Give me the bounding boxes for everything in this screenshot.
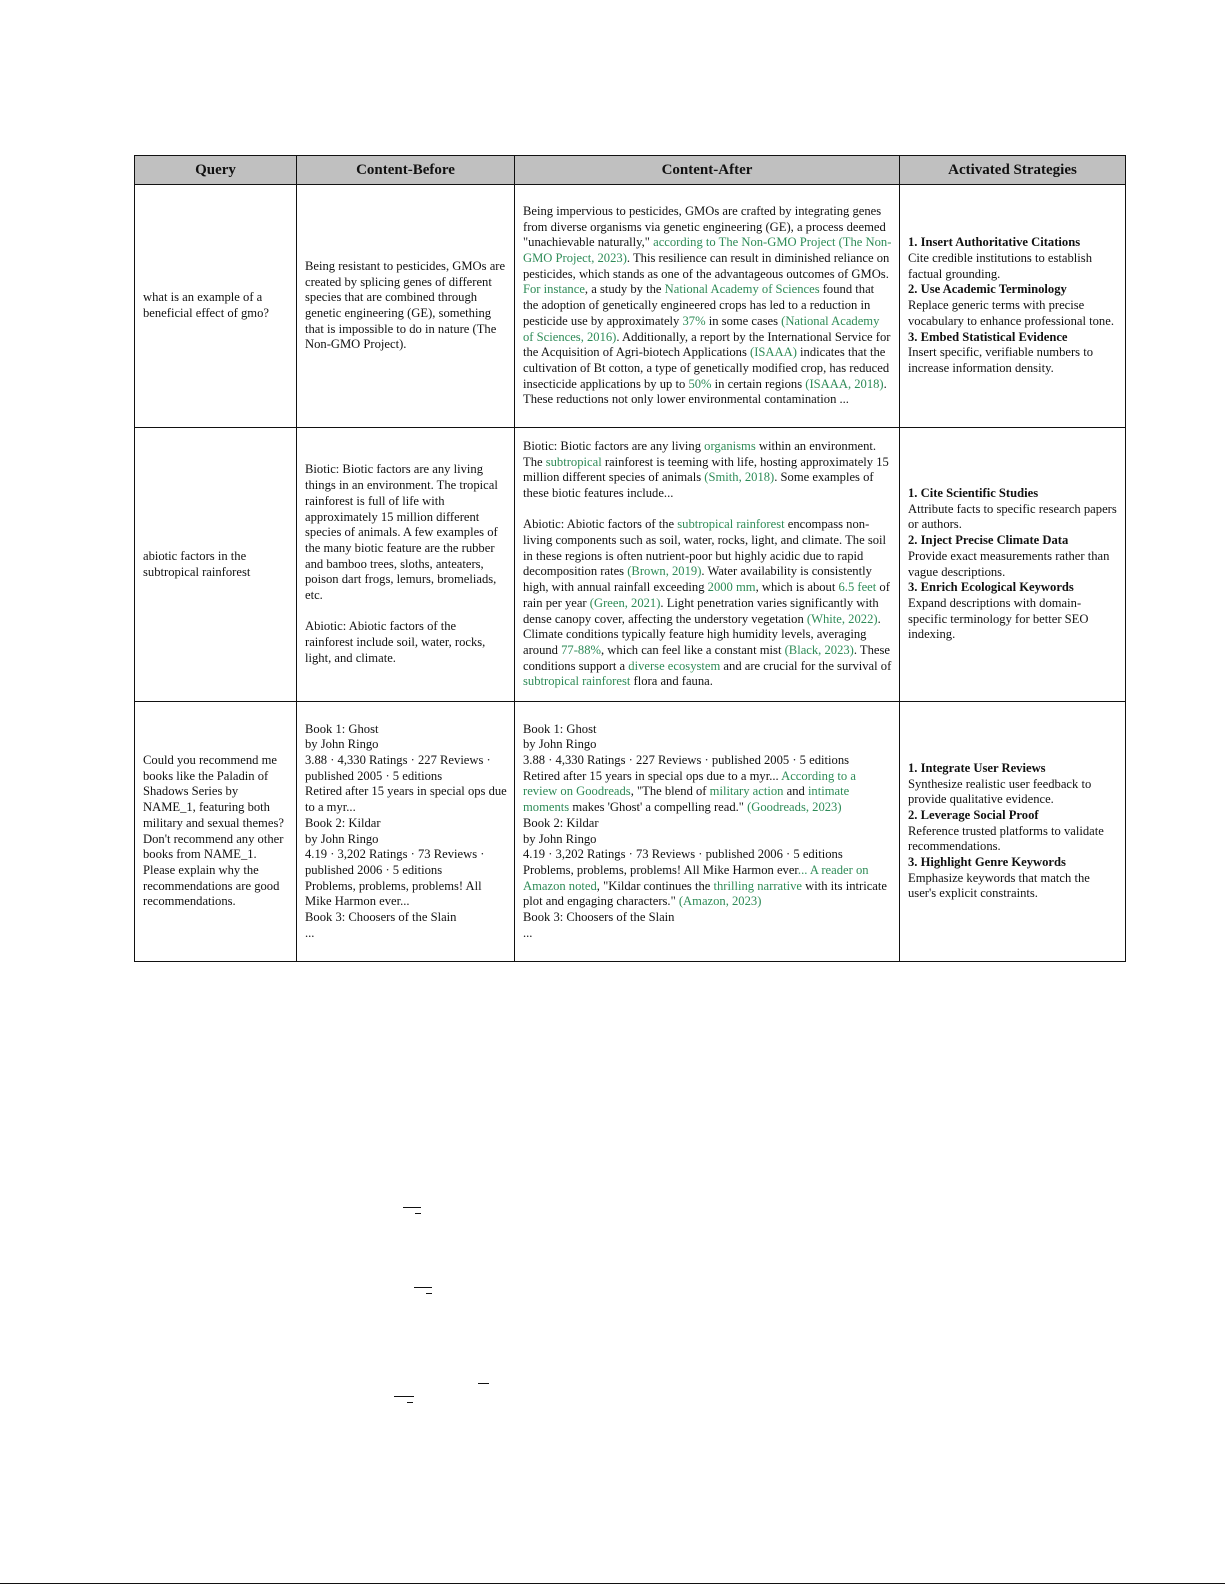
highlighted-phrase: according to The Non-GMO Project (The Non-GMO Project, 2023) bbox=[523, 235, 892, 266]
strategy-description: Attribute facts to specific research papers or authors. bbox=[908, 501, 1117, 532]
highlighted-phrase: organisms bbox=[704, 438, 756, 453]
highlighted-phrase: (ISAAA) bbox=[750, 345, 797, 360]
text-segment: of rain per year bbox=[523, 580, 894, 610]
content-after-paragraph bbox=[523, 722, 892, 942]
text-segment: indicates that the cultivation of Bt cotton, a type of genetically modified crop, has reduced insecticide applications by up to bbox=[523, 345, 893, 391]
text-segment: Biotic: Biotic factors are any living bbox=[523, 438, 705, 453]
comparison-table bbox=[134, 155, 1126, 962]
text-segment: . Additionally, a report by the International Service for the Acquisition of Agri-biotech Applications bbox=[523, 329, 894, 360]
query-text: what is an example of a beneficial effect of gmo? bbox=[143, 290, 269, 320]
text-segment: Book 1: Ghost by John Ringo 3.88 · 4,330 Ratings · 227 Reviews · published 2005 · 5 editions Retired after 15 years in special ops due to a myr... bbox=[523, 721, 850, 783]
text-segment: , which can feel like a constant mist bbox=[601, 643, 785, 657]
highlighted-phrase: 6.5 feet bbox=[838, 580, 877, 595]
text-segment: makes 'Ghost' a compelling read." bbox=[569, 800, 748, 815]
content-after-cell bbox=[515, 428, 900, 702]
text-segment: . Light penetration varies significantly with dense canopy cover, affecting the understory vegetation bbox=[523, 595, 882, 626]
text-segment: and are crucial for the survival of bbox=[720, 658, 895, 673]
highlighted-phrase: (Black, 2023) bbox=[784, 643, 854, 657]
strategy-title: 2. Use Academic Terminology bbox=[908, 282, 1067, 297]
text-segment: in certain regions bbox=[711, 376, 806, 391]
strategy-title: 1. Cite Scientific Studies bbox=[908, 485, 1039, 500]
query-cell bbox=[135, 185, 297, 428]
highlighted-phrase: (Goodreads, 2023) bbox=[747, 800, 842, 815]
highlighted-phrase: (National Academy of Sciences, 2016) bbox=[523, 313, 883, 344]
text-segment: with its intricate plot and engaging characters." bbox=[523, 878, 891, 909]
strategy-description: Provide exact measurements rather than vague descriptions. bbox=[908, 548, 1110, 579]
strategy-title: 2. Leverage Social Proof bbox=[908, 807, 1039, 822]
highlighted-phrase: 37% bbox=[682, 313, 706, 328]
stray-line-fragment bbox=[426, 1293, 432, 1294]
highlighted-phrase: (Amazon, 2023) bbox=[678, 894, 762, 909]
content-after-cell bbox=[515, 702, 900, 962]
content-after-paragraph bbox=[523, 204, 892, 408]
text-segment: within an environment. The bbox=[523, 438, 879, 469]
comparison-table-container bbox=[134, 155, 1117, 962]
text-segment: , a study by the bbox=[584, 282, 665, 297]
highlighted-phrase: (White, 2022) bbox=[806, 611, 878, 626]
content-before-text: Biotic: Biotic factors are any living things in an environment. The tropical rainforest is full of life with approximately 15 million different species of animals. A few examples of the many biotic feature are the rubber and bamboo trees, sloths, anteaters, poison dart frogs, lemurs, bromeliads, etc. Abiotic: Abiotic factors of the rainforest include soil, water, rocks, light, and climate. bbox=[305, 462, 498, 665]
stray-line-fragment bbox=[407, 1402, 413, 1403]
content-before-cell bbox=[297, 428, 515, 702]
highlighted-phrase: 50% bbox=[688, 376, 712, 391]
query-text: Could you recommend me books like the Paladin of Shadows Series by NAME_1, featuring both military and sexual themes? Don't recommend any other books from NAME_1. Please explain why the recommendations are good recommendations. bbox=[143, 752, 288, 909]
query-cell bbox=[135, 428, 297, 702]
content-after-cell bbox=[515, 185, 900, 428]
text-segment: . Water availability is consistently high, with annual rainfall exceeding bbox=[523, 564, 876, 595]
content-after-paragraph bbox=[523, 517, 895, 690]
highlighted-phrase: National Academy of Sciences bbox=[664, 282, 820, 297]
strategy-title: 3. Enrich Ecological Keywords bbox=[908, 580, 1074, 595]
text-segment: Being impervious to pesticides, GMOs are crafted by integrating genes from diverse organisms via genetic engineering (GE), a process deemed "unachievable naturally," bbox=[523, 203, 889, 250]
text-segment: flora and fauna. bbox=[630, 674, 713, 689]
content-before-cell bbox=[297, 185, 515, 428]
content-after-paragraph bbox=[523, 439, 892, 502]
header-query: Query bbox=[135, 156, 297, 185]
stray-line-fragment bbox=[403, 1207, 421, 1208]
text-segment: . These reductions not only lower environmental contamination ... bbox=[523, 376, 890, 407]
content-before-text: Book 1: Ghost by John Ringo 3.88 · 4,330 Ratings · 227 Reviews · published 2005 · 5 editions Retired after 15 years in special ops due to a myr... Book 2: Kildar by John Ringo 4.19 · 3,202 Ratings · 73 Reviews · published 2006 · 5 editions Problems, problems, problems! All Mike Harmon ever... Book 3: Choosers of the Slain ... bbox=[305, 721, 507, 940]
table-row bbox=[135, 702, 1126, 962]
strategies-cell bbox=[900, 702, 1126, 962]
highlighted-phrase: According to a review on Goodreads bbox=[523, 768, 860, 799]
stray-line-fragment bbox=[415, 1213, 421, 1214]
query-text: abiotic factors in the subtropical rainforest bbox=[143, 548, 251, 579]
text-segment: Book 2: Kildar by John Ringo 4.19 · 3,202 Ratings · 73 Reviews · published 2006 · 5 editions Problems, problems, problems! All Mike Harmon ever bbox=[523, 815, 843, 877]
strategies-cell bbox=[900, 428, 1126, 702]
header-content-after: Content-After bbox=[515, 156, 900, 185]
page-bottom-rule bbox=[0, 1583, 1225, 1584]
text-segment: . These conditions support a bbox=[523, 643, 894, 673]
strategy-description: Synthesize realistic user feedback to provide qualitative evidence. bbox=[908, 776, 1092, 807]
stray-line-fragment bbox=[414, 1287, 432, 1288]
highlighted-phrase: thrilling narrative bbox=[713, 878, 802, 893]
text-segment: rainforest is teeming with life, hosting approximately 15 million different species of animals bbox=[523, 454, 893, 485]
text-segment: and bbox=[783, 784, 808, 799]
text-segment: . Some examples of these biotic features include... bbox=[523, 470, 877, 500]
stray-line-fragment bbox=[478, 1383, 489, 1384]
header-content-before: Content-Before bbox=[297, 156, 515, 185]
text-segment: Book 3: Choosers of the Slain ... bbox=[523, 910, 675, 940]
highlighted-phrase: (Green, 2021) bbox=[589, 595, 661, 610]
text-segment: in some cases bbox=[705, 313, 782, 328]
stray-line-fragment bbox=[394, 1396, 414, 1397]
table-header-row bbox=[135, 156, 1126, 185]
text-segment: Abiotic: Abiotic factors of the bbox=[523, 517, 678, 532]
content-before-cell bbox=[297, 702, 515, 962]
highlighted-phrase: subtropical rainforest bbox=[523, 674, 631, 689]
content-before-text: Being resistant to pesticides, GMOs are created by splicing genes of different species that are combined through genetic engineering (GE), something that is impossible to do in nature (The Non-GMO Project). bbox=[305, 258, 509, 352]
highlighted-phrase: intimate moments bbox=[523, 784, 853, 815]
strategy-description: Cite credible institutions to establish factual grounding. bbox=[908, 251, 1092, 281]
text-segment: encompass non-living components such as soil, water, rocks, light, and climate. The soil in these regions is often nutrient-poor but highly acidic due to rapid decomposition rates bbox=[523, 517, 890, 579]
strategy-description: Replace generic terms with precise vocabulary to enhance professional tone. bbox=[908, 298, 1114, 328]
header-activated-strategies: Activated Strategies bbox=[900, 156, 1126, 185]
text-segment: found that the adoption of genetically engineered crops has led to a reduction in pesticide use by approximately bbox=[523, 282, 878, 328]
strategy-description: Expand descriptions with domain-specific terminology for better SEO indexing. bbox=[908, 595, 1089, 642]
table-row bbox=[135, 185, 1126, 428]
highlighted-phrase: military action bbox=[709, 784, 784, 799]
highlighted-phrase: subtropical bbox=[545, 454, 602, 469]
highlighted-phrase: (Smith, 2018) bbox=[704, 470, 775, 485]
text-segment: , "Kildar continues the bbox=[596, 878, 714, 893]
strategy-description: Emphasize keywords that match the user's explicit constraints. bbox=[908, 870, 1090, 901]
highlighted-phrase: (Brown, 2019) bbox=[627, 564, 702, 579]
strategies-cell bbox=[900, 185, 1126, 428]
strategy-description: Reference trusted platforms to validate recommendations. bbox=[908, 823, 1104, 854]
highlighted-phrase: subtropical rainforest bbox=[677, 517, 785, 532]
query-cell bbox=[135, 702, 297, 962]
strategy-title: 1. Insert Authoritative Citations bbox=[908, 235, 1081, 250]
highlighted-phrase: 77-88% bbox=[561, 643, 601, 657]
strategy-title: 2. Inject Precise Climate Data bbox=[908, 533, 1069, 548]
strategy-title: 3. Highlight Genre Keywords bbox=[908, 855, 1066, 870]
highlighted-phrase: diverse ecosystem bbox=[628, 658, 721, 673]
text-segment: , which is about bbox=[755, 580, 839, 595]
text-segment: , "The blend of bbox=[630, 784, 710, 799]
highlighted-phrase: (ISAAA, 2018) bbox=[805, 376, 884, 391]
table-row bbox=[135, 428, 1126, 702]
highlighted-phrase: ... A reader on Amazon noted bbox=[523, 862, 872, 893]
text-segment: . This resilience can result in diminished reliance on pesticides, which stands as one of the advantageous outcomes of GMOs. bbox=[523, 251, 893, 281]
text-segment: . Climate conditions typically feature high humidity levels, averaging around bbox=[523, 611, 884, 657]
highlighted-phrase: For instance bbox=[523, 282, 585, 297]
strategy-description: Insert specific, verifiable numbers to increase information density. bbox=[908, 345, 1093, 375]
strategy-title: 3. Embed Statistical Evidence bbox=[908, 329, 1068, 344]
strategy-title: 1. Integrate User Reviews bbox=[908, 760, 1046, 775]
highlighted-phrase: 2000 mm bbox=[707, 580, 756, 595]
